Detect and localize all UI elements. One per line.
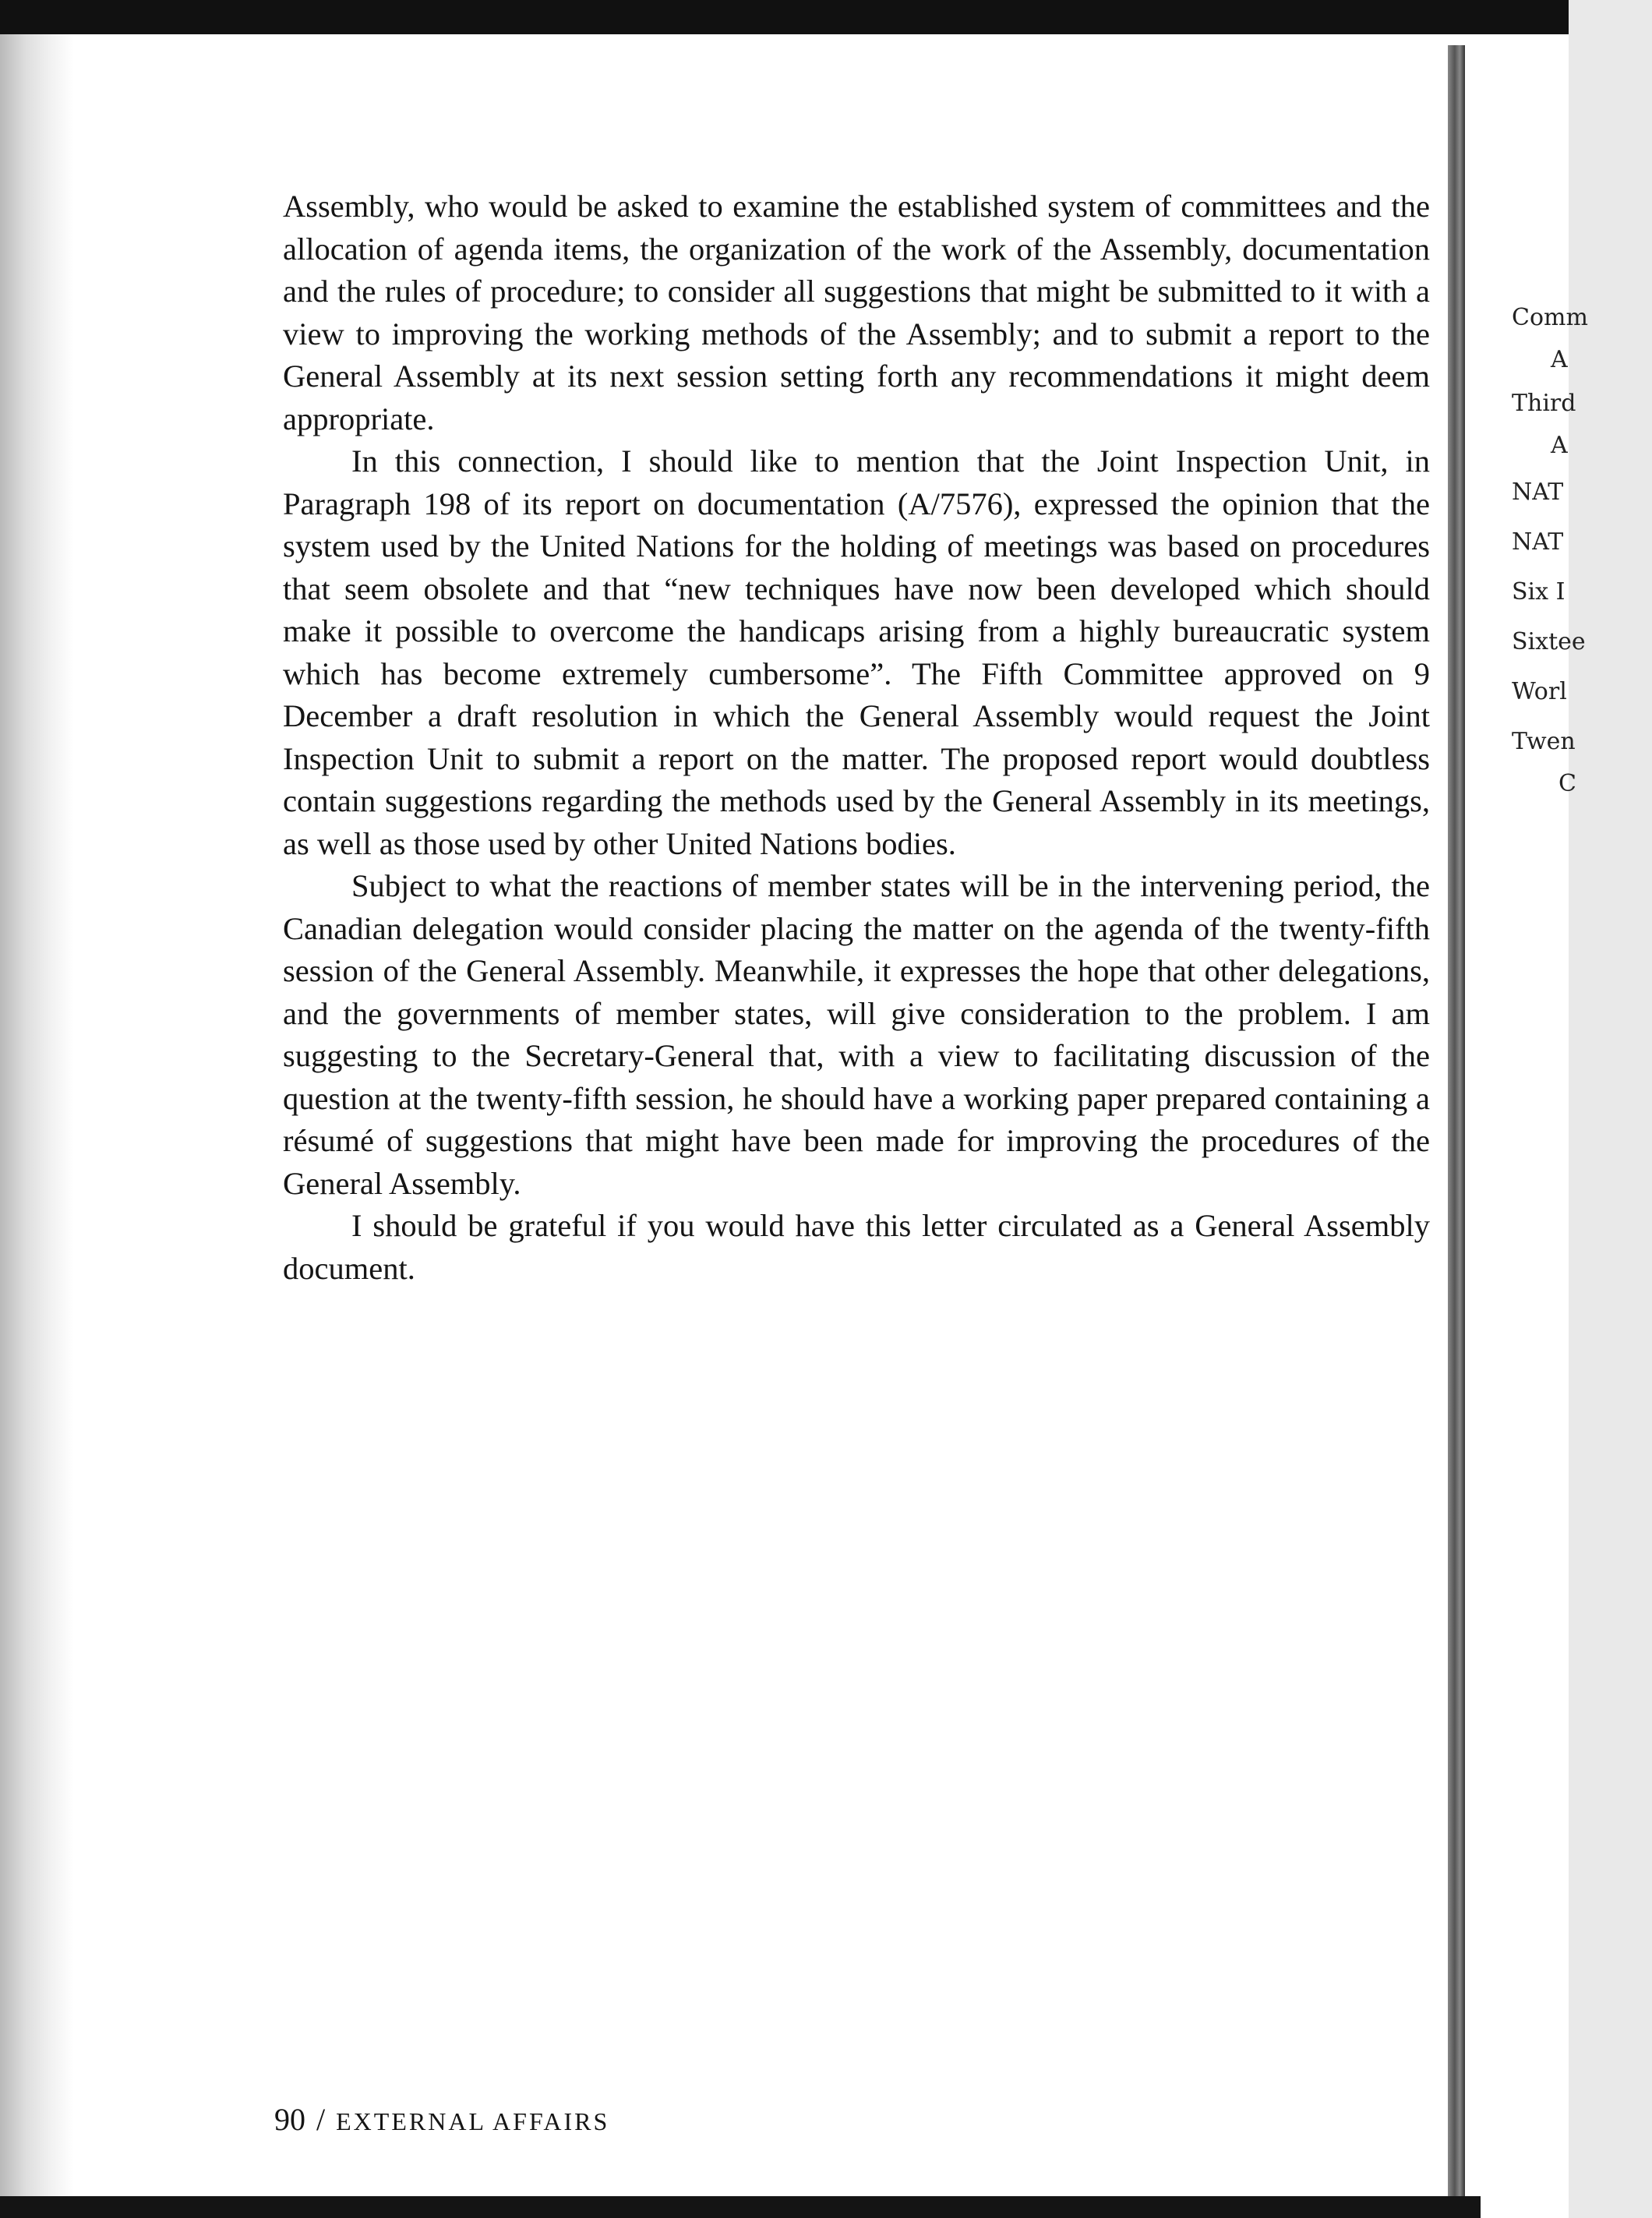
adjacent-page-fragment: A xyxy=(1551,346,1568,373)
paragraph: I should be grateful if you would have this letter circulated as a General Assembly document. xyxy=(283,1208,1430,1286)
adjacent-page-fragment: Sixtee xyxy=(1512,628,1586,655)
adjacent-page-fragment: Comm xyxy=(1512,304,1588,331)
adjacent-page-fragment: Six I xyxy=(1512,578,1566,606)
paragraph: Subject to what the reactions of member states will be in the intervening period, the Canadian delegation would consider placing the matter on the agenda of the twenty-fifth session of the General Assembly. Meanwhile, it expresses the hope that other delegations, and the governments of member states, will give consideration to the problem. I am suggesting to the Secretary-General that, with a view to facilitating discussion of the question at the twenty-fifth session, he should have a working paper prepared containing a résumé of suggestions that might have been made for improving the procedures of the General Assembly. xyxy=(283,868,1430,1201)
scan-bottom-edge xyxy=(0,2196,1481,2218)
book-spine xyxy=(1448,45,1465,2218)
adjacent-page-fragment: Third xyxy=(1512,390,1576,417)
publication-name: EXTERNAL AFFAIRS xyxy=(336,2107,610,2135)
adjacent-page-fragment: Worl xyxy=(1512,678,1567,705)
folio-separator: / xyxy=(316,2102,326,2137)
adjacent-page-fragment: NAT xyxy=(1512,528,1564,556)
adjacent-page-fragment: A xyxy=(1551,432,1568,459)
adjacent-page xyxy=(1465,34,1588,2218)
adjacent-page-fragment: C xyxy=(1558,770,1576,797)
scan-left-gutter xyxy=(0,34,74,2218)
scan-top-edge xyxy=(0,0,1569,34)
paragraph: Assembly, who would be asked to examine the established system of committees and the allocation of agenda items, the organization of the work of the Assembly, documentation and the rules of procedure; to consider all suggestions that might be submitted to it with a view to improving the working methods of the Assembly; and to submit a report to the General Assembly at its next session setting forth any recommendations it might deem appropriate. xyxy=(283,189,1430,436)
page-footer xyxy=(274,2101,609,2138)
adjacent-page-fragment: Twen xyxy=(1512,728,1576,755)
body-text xyxy=(283,185,1430,1290)
page-number: 90 xyxy=(274,2102,305,2137)
adjacent-page-fragment: NAT xyxy=(1512,479,1564,506)
paragraph: In this connection, I should like to mention that the Joint Inspection Unit, in Paragraph 198 of its report on documentation (A/7576), expressed the opinion that the system used by the United Nations for the holding of meetings was based on procedures that seem obsolete and that “new techniques have now been developed which should make it possible to overcome the handicaps arising from a highly bureaucratic system which has become extremely cumbersome”. The Fifth Committee approved on 9 December a draft resolution in which the General Assembly would request the Joint Inspection Unit to submit a report on the matter. The proposed report would doubtless contain suggestions regarding the methods used by the General Assembly in its meetings, as well as those used by other United Nations bodies. xyxy=(283,443,1430,861)
